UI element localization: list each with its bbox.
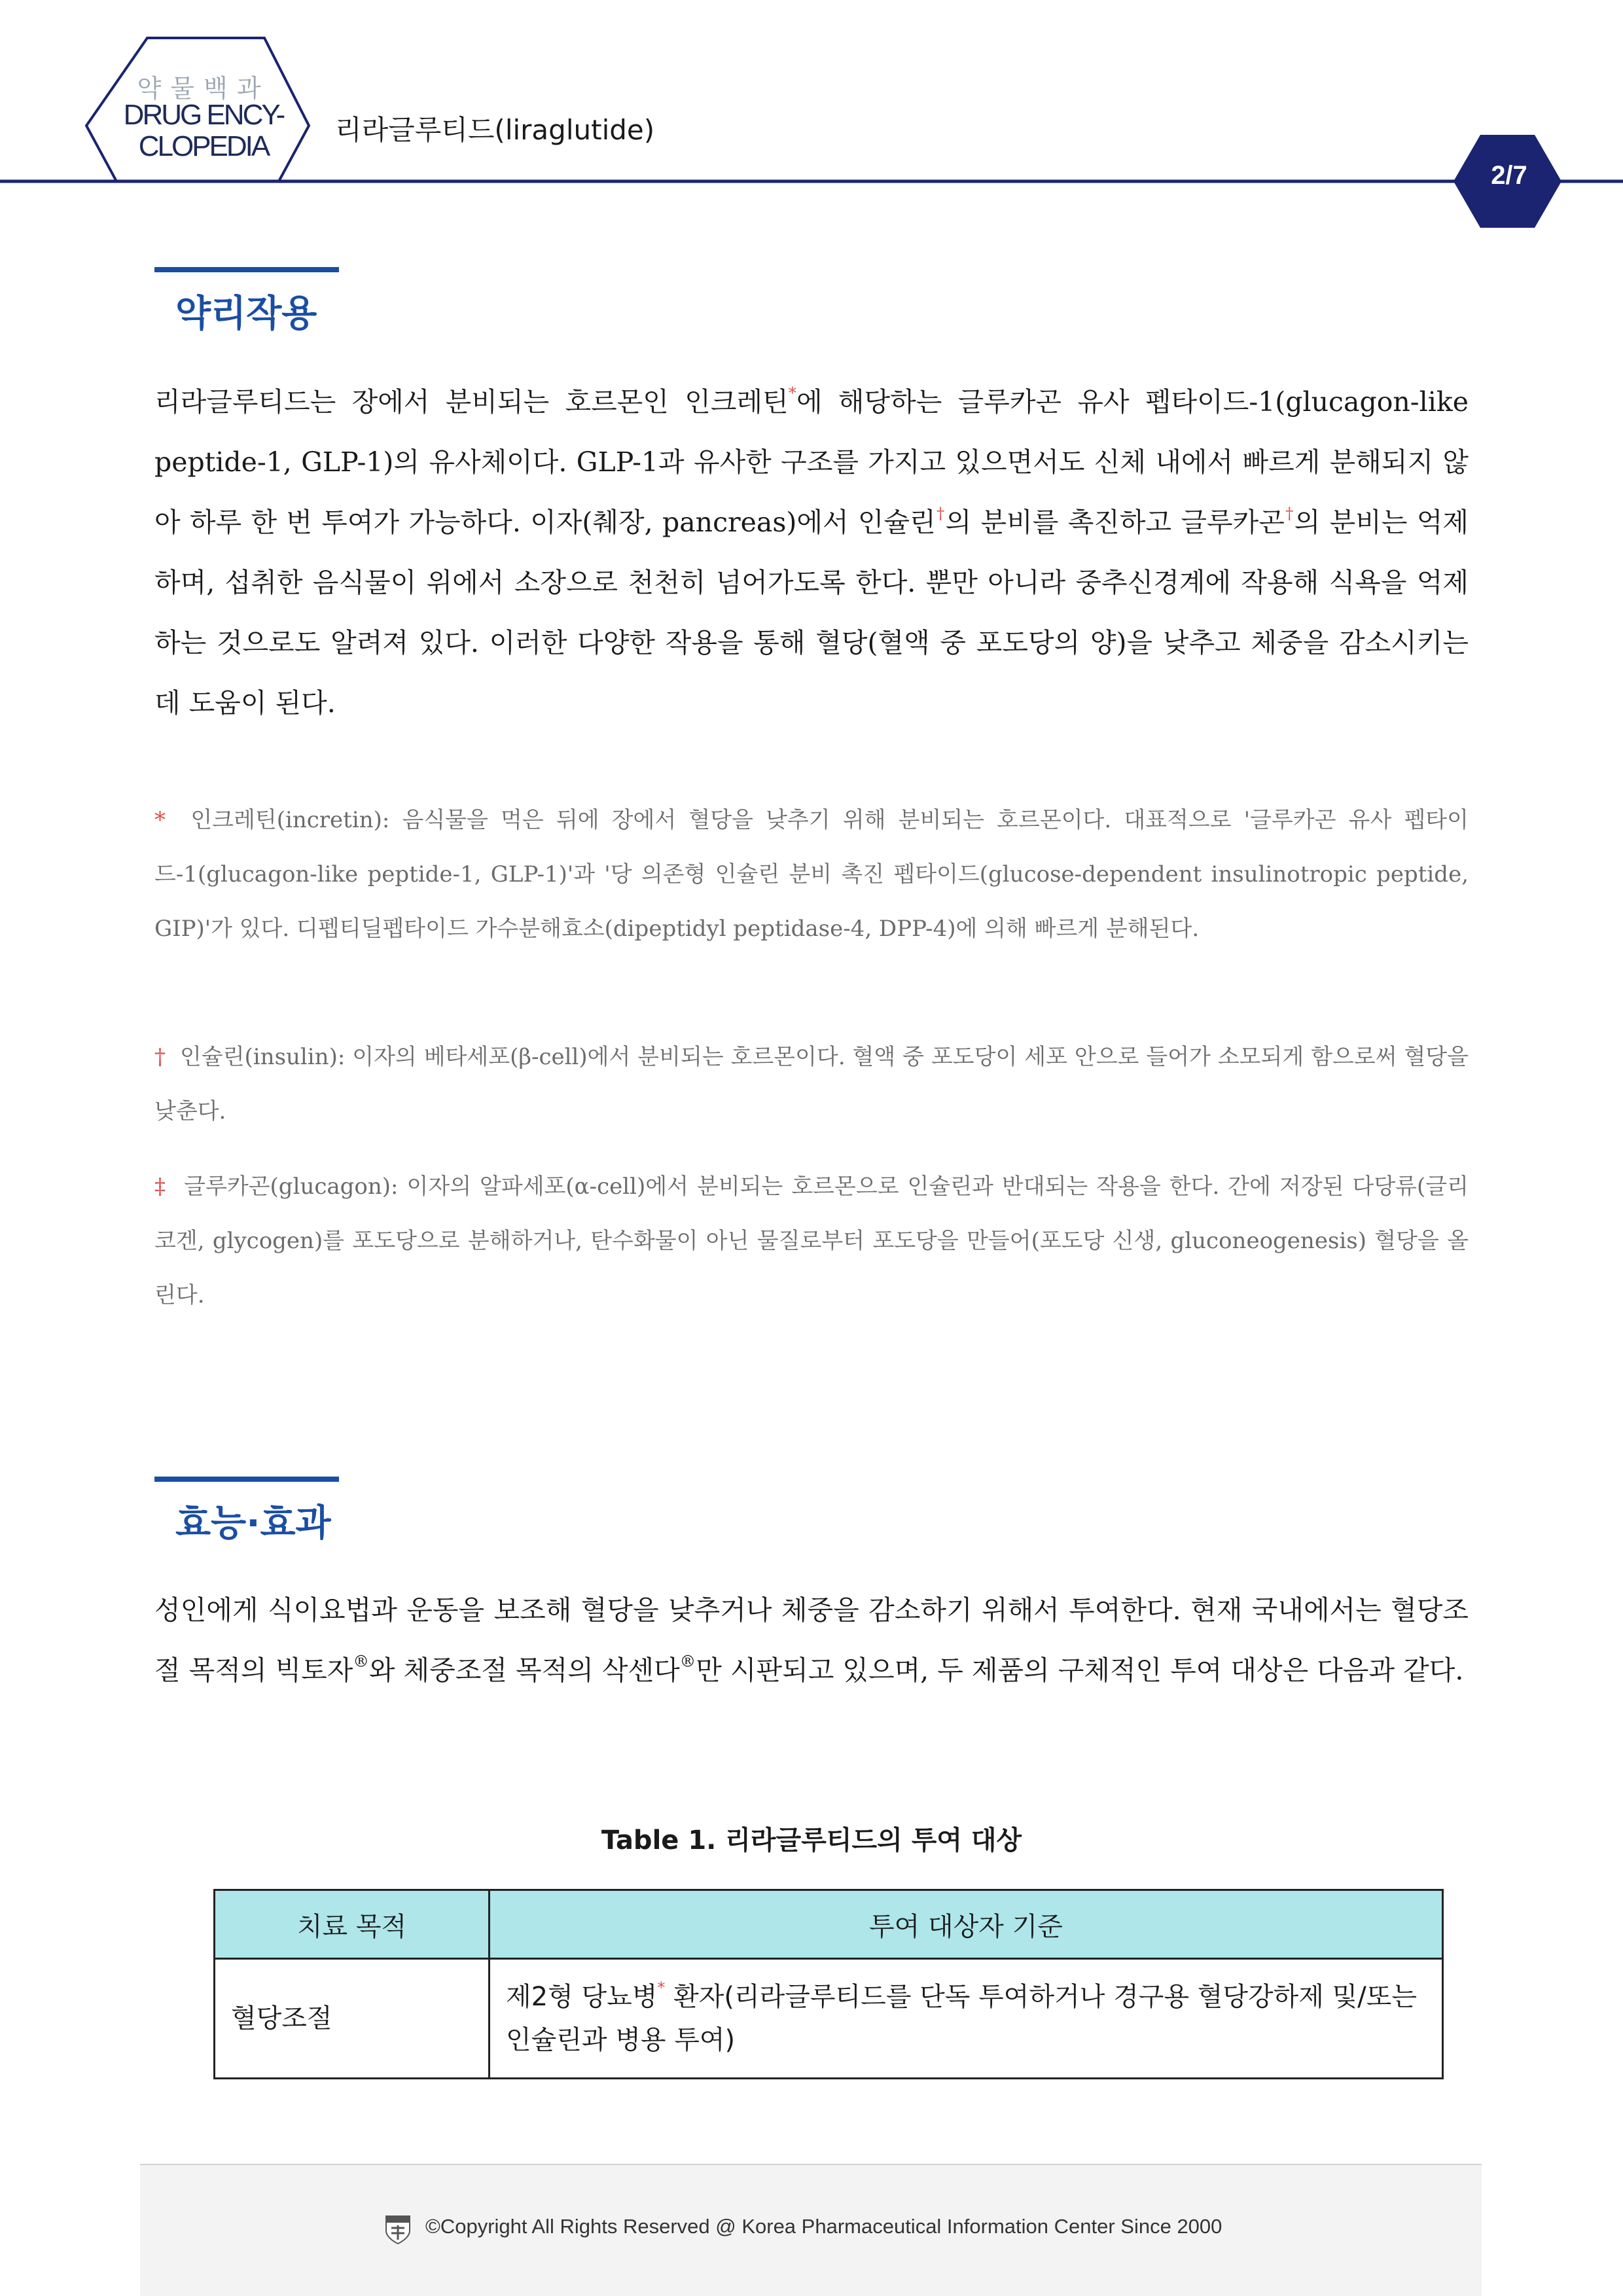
logo-korean: 약물백과 — [137, 74, 270, 103]
footnote-text: 인슐린(insulin): 이자의 베타세포(β-cell)에서 분비되는 호르몬이다. 혈액 중 포도당이 세포 안으로 들어가 소모되게 함으로써 혈당을 낮춘다. — [154, 1044, 1469, 1124]
paragraph-text: 리라글루티드는 장에서 분비되는 호르몬인 인크레틴 — [154, 386, 789, 418]
footnote-incretin — [154, 793, 1469, 956]
paragraph-text: 의 분비를 촉진하고 글루카곤 — [945, 507, 1285, 538]
footnote-mark: † — [154, 1044, 166, 1070]
footnote-mark: * — [154, 807, 166, 833]
footnote-glucagon — [154, 1160, 1469, 1323]
criteria-text: 환자(리라글루티드를 단독 투여하거나 경구용 혈당강하제 및/또는 인슐린과 병용 투여) — [506, 1982, 1418, 2055]
logo-english-line1: DRUG ENCY- — [123, 99, 284, 131]
footnote-insulin — [154, 1030, 1469, 1139]
section-title-bar — [154, 1477, 339, 1482]
paragraph-text: 만 시판되고 있으며, 두 제품의 구체적인 투여 대상은 다음과 같다. — [696, 1655, 1464, 1686]
footnote-mark: ‡ — [154, 1174, 168, 1200]
criteria-text: 제2형 당뇨병 — [506, 1982, 658, 2012]
footer-copyright: ©Copyright All Rights Reserved @ Korea Pharmaceutical Information Center Since 2000 — [425, 2215, 1222, 2238]
pharmacology-paragraph — [154, 372, 1469, 733]
table-cell-criteria — [490, 1959, 1443, 2079]
table-header-cell: 투여 대상자 기준 — [490, 1890, 1443, 1959]
section-title-bar — [154, 267, 339, 272]
efficacy-paragraph — [154, 1580, 1469, 1700]
administration-table — [213, 1889, 1444, 2079]
footnote-mark: † — [1284, 503, 1294, 523]
table-row — [215, 1959, 1443, 2079]
section-title-efficacy: 효능·효과 — [175, 1502, 331, 1545]
footnote-text: 글루카곤(glucagon): 이자의 알파세포(α-cell)에서 분비되는 호르몬으로 인슐린과 반대되는 작용을 한다. 간에 저장된 다당류(글리코겐, glycogen)를 포도당으로 분해하거나, 탄수화물이 아닌 물질로부터 포도당을 만들어(포도당 신생, gluconeogenesis) 혈당을 올린다. — [154, 1174, 1469, 1308]
section-title-pharmacology: 약리작용 — [175, 293, 317, 335]
registered-mark: ® — [353, 1651, 369, 1671]
footnote-text: 인크레틴(incretin): 음식물을 먹은 뒤에 장에서 혈당을 낮추기 위해 분비되는 호르몬이다. 대표적으로 '글루카곤 유사 펩타이드-1(glucagon-like peptide-1, GLP-1)'과 '당 의존형 인슐린 분비 촉진 펩타이드(glucose-dependent insulinotropic peptide, GIP)'가 있다. 디펩티딜펩타이드 가수분해효소(dipeptidyl peptidase-4, DPP-4)에 의해 빠르게 분해된다. — [154, 807, 1469, 942]
registered-mark: ® — [679, 1651, 696, 1671]
table-header-row — [215, 1890, 1443, 1959]
logo-english — [115, 99, 292, 162]
table-header-cell: 치료 목적 — [215, 1890, 490, 1959]
table-cell-purpose: 혈당조절 — [215, 1959, 490, 2079]
footnote-mark: * — [788, 383, 796, 403]
paragraph-text: 에 해당하는 글루카곤 유사 펩타이드-1(glucagon-like peptide-1, GLP-1)의 유사체이다. GLP-1과 유사한 구조를 가지고 있으면서도 신체 내에서 빠르게 분해되지 않아 하루 한 번 투여가 가능하다. 이자(췌장, pancreas)에서 인슐린 — [154, 386, 1469, 538]
kpic-shield-icon — [385, 2214, 411, 2245]
document-title: 리라글루티드(liraglutide) — [335, 114, 655, 146]
page-number: 2/7 — [1491, 161, 1527, 190]
footnote-mark: * — [657, 1978, 666, 1997]
table-caption: Table 1. 리라글루티드의 투여 대상 — [601, 1825, 1022, 1856]
paragraph-text: 성인에게 식이요법과 운동을 보조해 혈당을 낮추거나 체중을 감소하기 위해서 투여한다. 현재 국내에서는 혈당조절 목적의 빅토자 — [154, 1594, 1469, 1686]
paragraph-text: 와 체중조절 목적의 삭센다 — [368, 1655, 680, 1686]
logo-english-line2: CLOPEDIA — [138, 130, 269, 162]
footnote-mark: † — [935, 503, 946, 523]
paragraph-text: 의 분비는 억제하며, 섭취한 음식물이 위에서 소장으로 천천히 넘어가도록 한다. 뿐만 아니라 중추신경계에 작용해 식욕을 억제하는 것으로도 알려져 있다. 이러한 다양한 작용을 통해 혈당(혈액 중 포도당의 양)을 낮추고 체중을 감소시키는 데 도움이 된다. — [154, 507, 1469, 719]
